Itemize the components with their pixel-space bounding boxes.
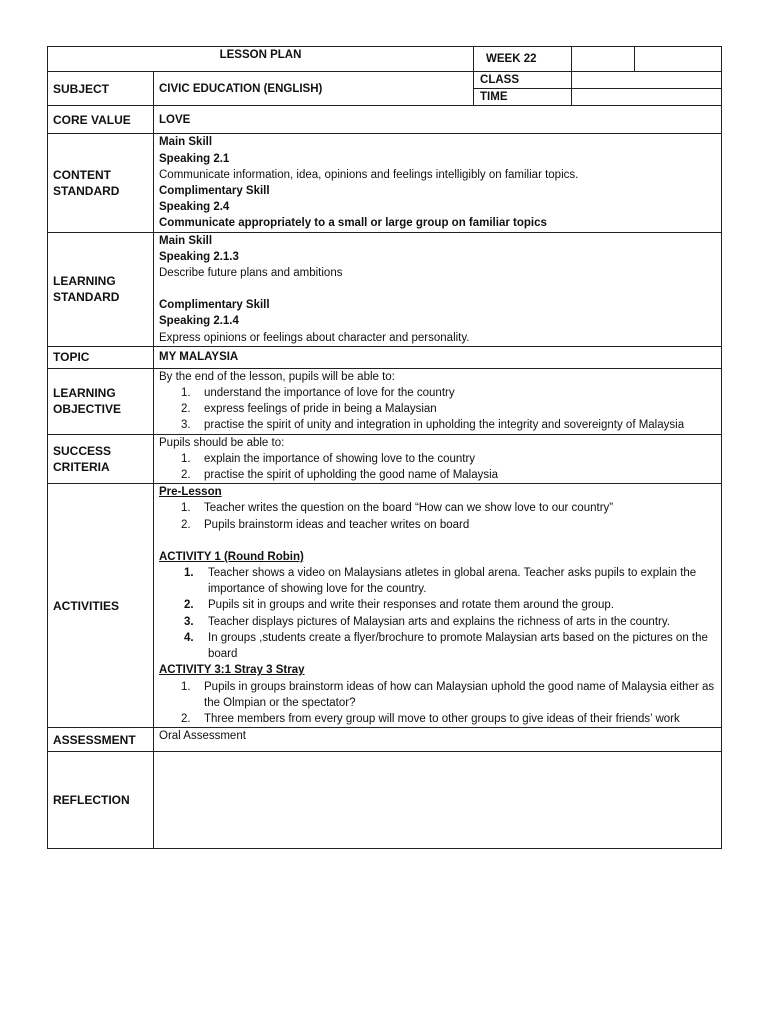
success-criteria-label: SUCCESS CRITERIA [48,434,154,484]
header-row [48,47,722,72]
subject-value: CIVIC EDUCATION (ENGLISH) [154,72,474,106]
assessment-row [48,728,722,752]
activity1-list [159,565,716,662]
objective-list [159,385,716,434]
lesson-plan-title: LESSON PLAN [48,47,474,72]
time-value [572,89,722,106]
topic-row [48,346,722,368]
learning-standard-body: Main Skill Speaking 2.1.3 Describe future plans and ambitions Complimentary Skill Speaking 2.1.4 Express opinions or feelings about character and personality. [154,232,722,346]
topic-value: MY MALAYSIA [154,346,722,368]
list-item: 1. Teacher writes the question on the board “How can we show love to our country” [181,502,614,515]
class-value [572,72,722,89]
pre-lesson-title: Pre-Lesson [159,486,222,499]
reflection-row [48,752,722,849]
list-item: 3. Teacher displays pictures of Malaysian arts and explains the richness of arts in the country. [184,615,670,628]
learning-standard-label: LEARNING STANDARD [48,232,154,346]
subject-label: SUBJECT [48,72,154,106]
list-item: 4. In groups ,students create a flyer/brochure to promote Malaysian arts based on the pictures on the board [184,631,708,661]
reflection-label: REFLECTION [48,752,154,849]
list-item: 2. practise the spirit of upholding the good name of Malaysia [181,469,499,482]
list-item: 2. Three members from every group will move to other groups to give ideas of their friends’ work [181,712,680,725]
activities-row [48,484,722,728]
learning-objective-row [48,368,722,434]
content-standard-body: Main Skill Speaking 2.1 Communicate information, idea, opinions and feelings intelligibly on familiar topics. Complimentary Skill Speaking 2.4 Communicate appropriately to a small or large group on familiar topics [154,134,722,232]
core-value-value: LOVE [154,106,722,134]
core-value-label: CORE VALUE [48,106,154,134]
topic-label: TOPIC [48,346,154,368]
success-criteria-row [48,434,722,484]
learning-standard-row [48,232,722,346]
assessment-value: Oral Assessment [154,728,722,752]
learning-objective-body: By the end of the lesson, pupils will be able to: 1. understand the importance of love for the country 2. express feelings of pride in being a Malaysian 3. practise the spirit of unity and integration in upholding the integrity and sovereignty of Malaysia [154,368,722,434]
criteria-list [159,451,716,483]
list-item: 3. practise the spirit of unity and integration in upholding the integrity and sovereignty of Malaysia [181,419,685,432]
list-item: 1. Teacher shows a video on Malaysians atletes in global arena. Teacher asks pupils to explain the importance of showing love for the country. [184,567,697,596]
subject-row [48,72,722,89]
class-label: CLASS [474,72,572,89]
list-item: 2. Pupils sit in groups and write their responses and rotate them around the group. [184,599,614,612]
content-standard-label: CONTENT STANDARD [48,134,154,232]
reflection-value[interactable] [154,752,722,849]
pre-lesson-list [159,500,716,532]
success-criteria-body: Pupils should be able to: 1. explain the importance of showing love to the country 2. practise the spirit of upholding the good name of Malaysia [154,434,722,484]
core-value-row [48,106,722,134]
assessment-label: ASSESSMENT [48,728,154,752]
time-label: TIME [474,89,572,106]
activity3-title: ACTIVITY 3:1 Stray 3 Stray [159,664,305,677]
header-cell-blank-2 [635,47,722,72]
activities-label: ACTIVITIES [48,484,154,728]
activities-body [154,484,722,728]
activity1-title: ACTIVITY 1 (Round Robin) [159,550,304,563]
lesson-plan-table [47,46,722,849]
list-item: 1. Pupils in groups brainstorm ideas of how can Malaysian uphold the good name of Malaysia either as the Olmpian or the spectator? [181,680,715,709]
list-item: 1. understand the importance of love for the country [181,387,455,400]
week-label: WEEK 22 [474,47,572,72]
activity3-list [159,679,716,728]
list-item: 1. explain the importance of showing love to the country [181,452,476,465]
header-cell-blank-1 [572,47,635,72]
learning-objective-label: LEARNING OBJECTIVE [48,368,154,434]
content-standard-row [48,134,722,232]
list-item: 2. Pupils brainstorm ideas and teacher writes on board [181,518,470,531]
list-item: 2. express feelings of pride in being a Malaysian [181,403,437,416]
